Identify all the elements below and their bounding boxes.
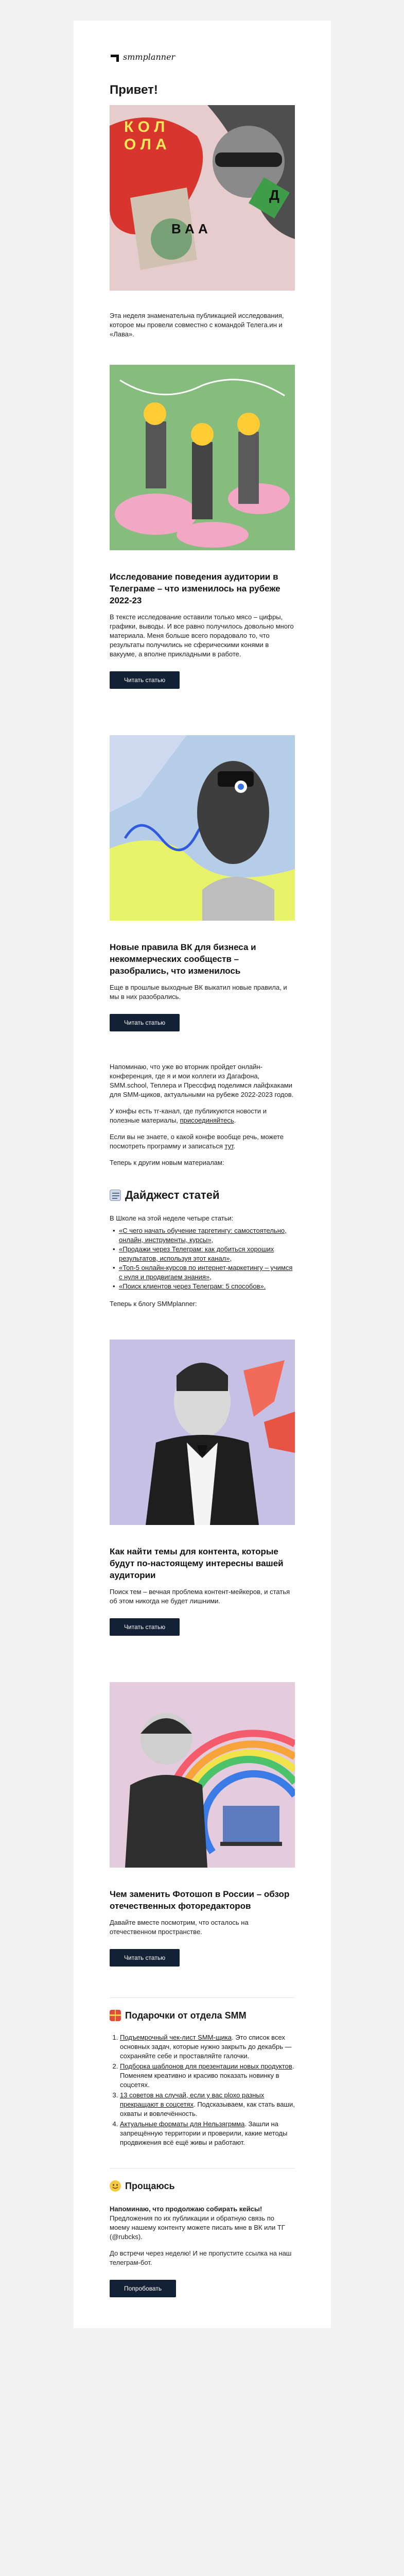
conference-program-text <box>110 1132 295 1151</box>
gift-link[interactable]: 13 советов на случай, если у вас plохо разных прекращают в соцсетях <box>120 2091 265 2108</box>
gift-description: . Подсказываем, как стать ваши, охваты и вовлечённость. <box>120 2100 295 2117</box>
gift-description: . Зашли на запрещённую территории и проверили, какие методы продвижения всё ещё живы и работают. <box>120 2120 288 2146</box>
farewell-rest: Предложения по их публикации и обратную связь по моему нашему контенту можете писать мне в ВК или ТГ (@rubcks). <box>110 2214 285 2241</box>
digest-article-link[interactable]: «Топ-5 онлайн-курсов по интернет-маркетингу – учимся с нуля и продвигаем знания», <box>119 1264 293 1281</box>
hero-letter: О <box>137 118 150 135</box>
gifts-list <box>120 2033 295 2147</box>
gift-link[interactable]: Подъемрочный чек-лист SMM-щика <box>120 2033 232 2041</box>
join-channel-link[interactable]: присоединяйтесь <box>180 1116 234 1124</box>
hero-letter: Л <box>140 136 151 153</box>
list-item[interactable] <box>113 1245 295 1263</box>
article-image-telegram[interactable] <box>110 365 295 550</box>
email-body <box>74 21 331 2328</box>
intro-text: Эта неделя знаменательна публикацией исследования, которое мы провели совместно с командой Телегa.ин и «Лава». <box>110 312 284 338</box>
article-title[interactable]: Исследование поведения аудитории в Телеграме – что изменилось на рубеже 2022-23 <box>110 572 280 605</box>
read-article-button[interactable]: Читать статью <box>110 1618 180 1636</box>
article-description: В тексте исследование оставили только мясо – цифры, графики, выводы. И все равно получилось довольно много материала. Меня больше всего порадовало то, что результаты получились не сферическими конями в вакууме, а вполне прикладными в работе. <box>110 613 294 658</box>
text-fragment: . <box>233 1142 236 1150</box>
conference-text: Напоминаю, что уже во вторник пройдет онлайн-конференция, где я и мои коллеги из Дагафона, SMM.school, Теплера и Прессфид поделимся лайфхаками для SMM-щиков, актуальными на рубеже 2022-2023 годов. <box>110 1063 294 1098</box>
digest-article-link[interactable]: «С чего начать обучение таргетингу: самостоятельно, онлайн, инструменты, курсы», <box>119 1227 287 1244</box>
digest-intro: В Школе на этой неделе четыре статьи: <box>110 1214 234 1222</box>
list-item[interactable] <box>113 1263 295 1282</box>
try-button[interactable]: Попробовать <box>110 2280 176 2297</box>
hero-letter: А <box>185 221 195 236</box>
article-description: Поиск тем – вечная проблема контент-мейкеров, и статья об этом никогда не будет лишними. <box>110 1588 290 1605</box>
article-image-photoshop[interactable] <box>110 1682 295 1868</box>
farewell-heading <box>110 2179 295 2193</box>
newspaper-icon <box>110 1190 121 1201</box>
list-item <box>120 2033 295 2061</box>
list-item <box>120 2120 295 2147</box>
article-description: Давайте вместе посмотрим, что осталось на отечественном пространстве. <box>110 1919 249 1936</box>
list-item <box>120 2062 295 2090</box>
list-item <box>120 2091 295 2119</box>
header <box>74 21 331 82</box>
gifts-title: Подарочки от отдела SMM <box>125 2010 247 2021</box>
brand-logo[interactable] <box>110 52 175 63</box>
farewell-text <box>110 2205 295 2242</box>
list-item[interactable] <box>113 1282 295 1291</box>
divider <box>110 1997 295 1998</box>
text-fragment: Если вы не знаете, о какой конфе вообще речь, можете посмотреть программу и записаться <box>110 1133 284 1150</box>
hero-letter: В <box>171 221 181 236</box>
brand-script: smmplanner <box>123 52 175 62</box>
digest-title: Дайджест статей <box>125 1189 220 1201</box>
digest-article-link[interactable]: «Поиск клиентов через Телеграм: 5 способов». <box>119 1282 266 1290</box>
hero-letter: Д <box>269 187 279 203</box>
arrow-logo-icon <box>110 52 121 63</box>
hero-letter: А <box>155 136 167 153</box>
text-fragment: . <box>234 1116 236 1124</box>
farewell-text-2: До встречи через неделю! И не пропустите ссылка на наш телеграм-бот. <box>110 2249 292 2266</box>
gift-link[interactable]: Подборка шаблонов для презентации новых продуктов <box>120 2062 292 2070</box>
farewell-bold: Напоминаю, что продолжаю собирать кейсы! <box>110 2205 262 2213</box>
gift-description: . Поменяем креативно и красиво показать новинку в соцсетях. <box>120 2062 294 2089</box>
read-article-button[interactable]: Читать статью <box>110 671 180 689</box>
smile-icon <box>110 2180 121 2192</box>
article-image-vk[interactable] <box>110 735 295 921</box>
transition-text: Теперь к другим новым материалам: <box>110 1159 224 1166</box>
program-link[interactable]: тут <box>224 1142 234 1150</box>
article-title[interactable]: Новые правила ВК для бизнеса и некоммерческих сообществ – разобрались, что изменилось <box>110 942 256 976</box>
blog-intro: Теперь к блогу SMMplanner: <box>110 1300 197 1308</box>
list-item[interactable] <box>113 1226 295 1245</box>
article-title[interactable]: Чем заменить Фотошоп в России – обзор отечественных фоторедакторов <box>110 1889 290 1911</box>
digest-heading <box>110 1188 295 1202</box>
gift-link[interactable]: Актуальные форматы для Нельзягрмма <box>120 2120 245 2128</box>
article-image-content[interactable] <box>110 1340 295 1525</box>
gift-icon <box>110 2010 121 2021</box>
read-article-button[interactable]: Читать статью <box>110 1014 180 1031</box>
digest-article-link[interactable]: «Продажи через Телеграм: как добиться хороших результатов, используя этот канал», <box>119 1245 274 1262</box>
hero-image <box>110 105 295 291</box>
hero-letter: О <box>124 136 136 153</box>
read-article-button[interactable]: Читать статью <box>110 1949 180 1967</box>
hero-letter: А <box>198 221 208 236</box>
greeting: Привет! <box>110 83 158 97</box>
hero-letter: К <box>124 118 134 135</box>
gifts-heading <box>110 2008 295 2023</box>
text-fragment: У конфы есть тг-канал, где публикуются новости и полезные материалы, <box>110 1107 267 1124</box>
conference-channel-text <box>110 1107 295 1125</box>
gift-description: . Это список всех основных задач, которые нужно закрыть до декабрь — сохраняйте себе и проставляйте галочки. <box>120 2033 292 2060</box>
digest-list <box>113 1226 295 1291</box>
article-description: Еще в прошлые выходные ВК выкатил новые правила, и мы в них разобрались. <box>110 984 287 1001</box>
hero-letter: Л <box>154 118 165 135</box>
article-title[interactable]: Как найти темы для контента, которые будут по-настоящему интересны вашей аудитории <box>110 1547 284 1580</box>
farewell-title: Прощаюсь <box>125 2181 175 2191</box>
